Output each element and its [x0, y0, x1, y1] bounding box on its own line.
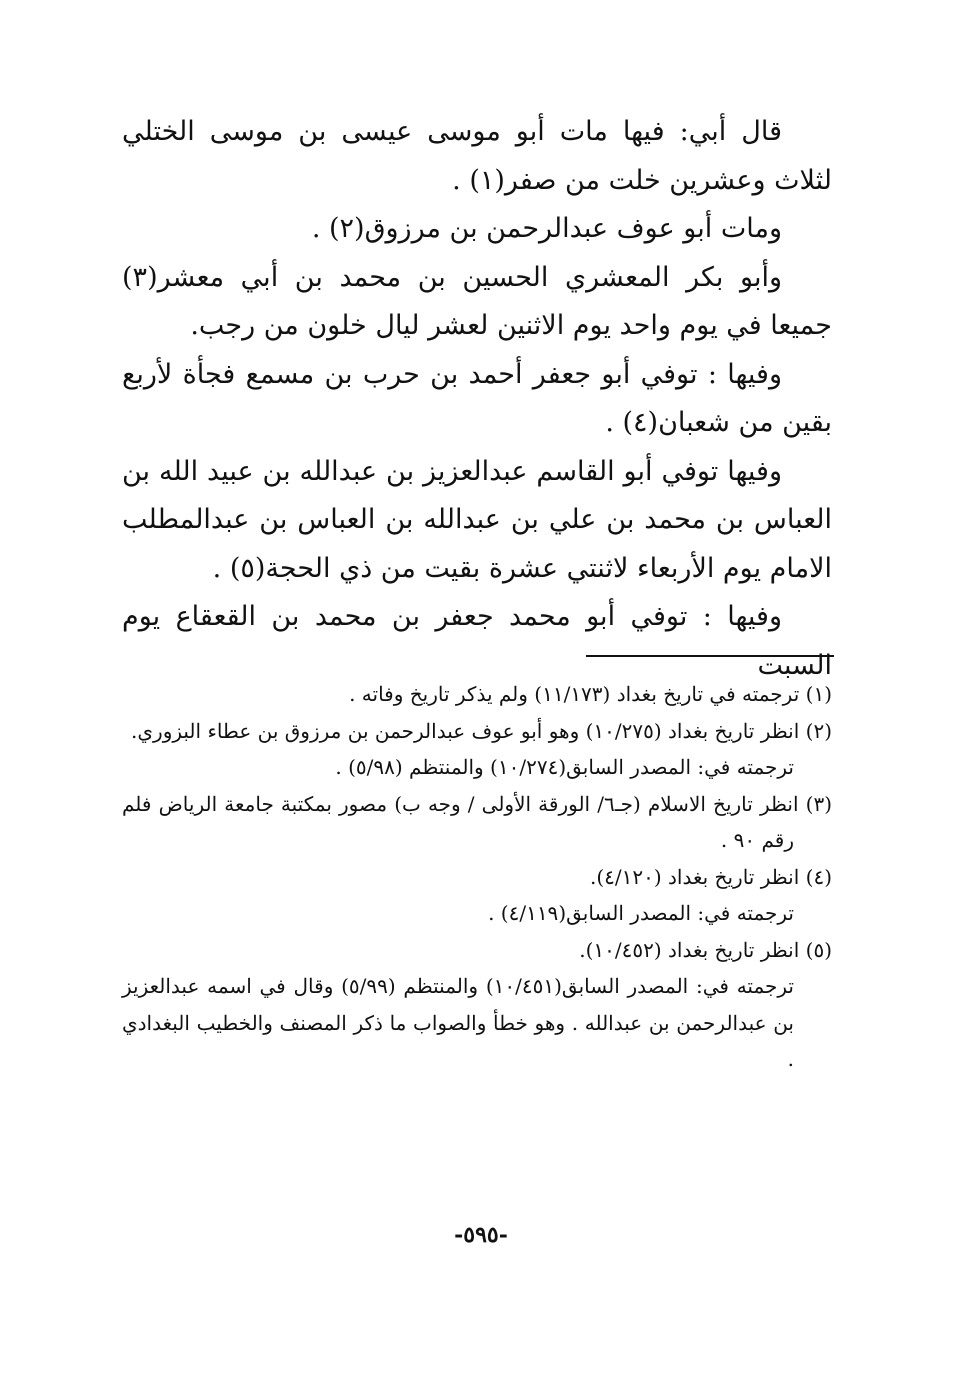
footnote-1: (١) ترجمته في تاريخ بغداد (١١/١٧٣) ولم يذكر تاريخ وفاته . [349, 682, 832, 706]
footnote-5-continuation: ترجمته في: المصدر السابق(١٠/٤٥١) والمنتظم (٥/٩٩) وقال في اسمه عبدالعزيز بن عبدالرحمن بن عبدالله . وهو خطأ والصواب ما ذكر المصنف والخطيب البغدادي . [122, 974, 794, 1071]
footnotes-section [122, 676, 832, 1078]
paragraph-5: وفيها توفي أبو القاسم عبدالعزيز بن عبدالله بن عبيد الله بن العباس بن محمد بن علي بن عبدالله بن العباس بن عبدالمطلب الامام يوم الأربعاء لاثنتي عشرة بقيت من ذي الحجة(٥) . [122, 455, 832, 584]
footnote-4-continuation: ترجمته في: المصدر السابق(٤/١١٩) . [488, 901, 794, 925]
footnote-2-continuation: ترجمته في: المصدر السابق(١٠/٢٧٤) والمنتظم (٥/٩٨) . [335, 755, 794, 779]
footnote-2: (٢) انظر تاريخ بغداد (١٠/٢٧٥) وهو أبو عوف عبدالرحمن بن مرزوق بن عطاء البزوري. [131, 718, 832, 743]
paragraph-6: وفيها : توفي أبو محمد جعفر بن محمد بن القعقاع يوم السبت [122, 601, 832, 681]
footnote-3: (٣) انظر تاريخ الاسلام (جـ٦/ الورقة الأولى / وجه ب) مصور بمكتبة جامعة الرياض فلم رقم ٩٠ . [122, 791, 832, 852]
main-text-body [122, 108, 832, 690]
footnote-separator [586, 655, 834, 657]
paragraph-2: ومات أبو عوف عبدالرحمن بن مرزوق(٢) . [311, 213, 782, 244]
footnote-5: (٥) انظر تاريخ بغداد (١٠/٤٥٢). [579, 937, 832, 962]
footnote-4: (٤) انظر تاريخ بغداد (٤/١٢٠). [589, 864, 832, 889]
page-number: -٥٩٥- [454, 1222, 508, 1248]
paragraph-3: وأبو بكر المعشري الحسين بن محمد بن أبي معشر(٣) جميعا في يوم واحد يوم الاثنين لعشر ليال خلون من رجب. [122, 261, 832, 341]
paragraph-1: قال أبي: فيها مات أبو موسى عيسى بن موسى الختلي لثلاث وعشرين خلت من صفر(١) . [122, 116, 832, 196]
paragraph-4: وفيها : توفي أبو جعفر أحمد بن حرب بن مسمع فجأة لأربع بقين من شعبان(٤) . [122, 358, 832, 438]
